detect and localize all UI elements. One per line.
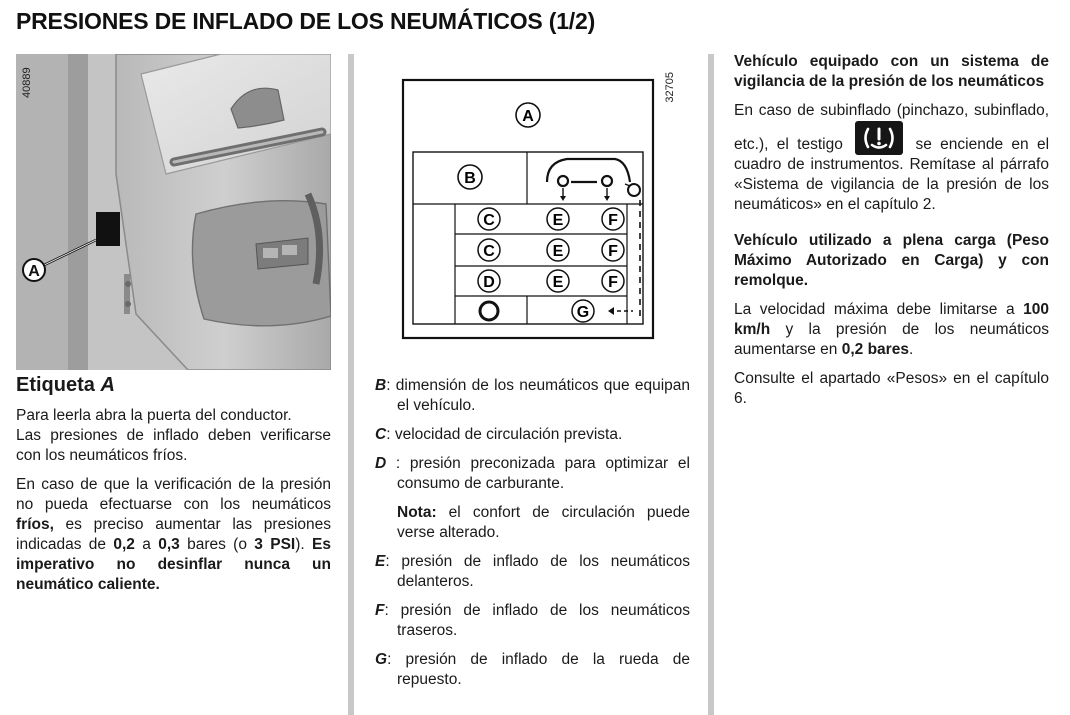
column-divider-1 bbox=[348, 54, 354, 715]
figure-ref-number: 40889 bbox=[21, 67, 33, 98]
col3-paragraph-1: En caso de subinflado (pinchazo, subinflado, etc.), el testigo se enciende en el cuadro de instrumentos. Remítase al párrafo «Sistema de vigilancia de la presión de los neumáticos» en el capítulo 2. bbox=[734, 102, 1050, 213]
label-e-row1: E bbox=[552, 212, 564, 229]
col3-paragraph-2: La velocidad máxima debe limitarse a 100 km/h y la presión de los neumáticos aumentarse en 0,2 bares. bbox=[734, 301, 1049, 358]
heading-prefix: Etiqueta bbox=[16, 374, 101, 396]
legend-item-c: C: velocidad de circulación prevista. bbox=[375, 426, 623, 443]
label-c-row1: C bbox=[483, 212, 495, 229]
label-e-row3: E bbox=[552, 274, 564, 291]
door-label-photo bbox=[16, 54, 331, 370]
label-c-row2: C bbox=[483, 243, 495, 260]
col3-heading-full-load: Vehículo utilizado a plena carga (Peso Máximo Autorizado en Carga) y con remolque. bbox=[734, 232, 1049, 289]
diagram-ref-number: 32705 bbox=[664, 72, 676, 103]
label-e-row2: E bbox=[552, 243, 564, 260]
legend-item-f: F: presión de inflado de los neumáticos traseros. bbox=[375, 602, 690, 639]
col3-paragraph-3: Consulte el apartado «Pesos» en el capítulo 6. bbox=[734, 370, 1049, 407]
label-g: G bbox=[576, 304, 590, 321]
col1-paragraph-1: Para leerla abra la puerta del conductor. bbox=[16, 407, 292, 424]
column-3-text bbox=[734, 52, 1049, 418]
col1-paragraph-2: Las presiones de inflado deben verificarse con los neumáticos fríos. bbox=[16, 427, 331, 464]
column-1-text bbox=[16, 406, 331, 604]
tyre-pressure-warning-icon bbox=[855, 121, 903, 155]
legend-note: Nota: el confort de circulación puede verse alterado. bbox=[397, 504, 690, 541]
legend-item-e: E: presión de inflado de los neumáticos delanteros. bbox=[375, 553, 690, 590]
page-title: PRESIONES DE INFLADO DE LOS NEUMÁTICOS (1/2) bbox=[16, 8, 596, 34]
column-divider-2 bbox=[708, 54, 714, 715]
callout-a-label: A bbox=[28, 263, 40, 280]
label-b: B bbox=[464, 170, 476, 187]
label-f-row3: F bbox=[608, 274, 618, 291]
heading-key: A bbox=[100, 374, 115, 396]
legend-item-g: G: presión de inflado de la rueda de repuesto. bbox=[375, 651, 690, 688]
legend-item-d: D : presión preconizada para optimizar el consumo de carburante. bbox=[375, 455, 690, 492]
col1-paragraph-3: En caso de que la verificación de la presión no pueda efectuarse con los neumáticos fríos, es preciso aumentar las presiones indicadas de 0,2 a 0,3 bares (o 3 PSI). Es imperativo no desinflar nunca un neumático caliente. bbox=[16, 476, 331, 593]
legend-item-b: B: dimensión de los neumáticos que equipan el vehículo. bbox=[375, 377, 690, 414]
label-f-row2: F bbox=[608, 243, 618, 260]
label-d-row3: D bbox=[483, 274, 495, 291]
label-a: A bbox=[522, 108, 534, 125]
column-2-legend bbox=[375, 376, 690, 699]
col3-heading-tpms: Vehículo equipado con un sistema de vigilancia de la presión de los neumáticos bbox=[734, 53, 1049, 90]
spare-wheel-symbol bbox=[480, 302, 498, 320]
tyre-label-diagram bbox=[375, 62, 690, 372]
label-f-row1: F bbox=[608, 212, 618, 229]
section-heading-etiqueta bbox=[16, 374, 115, 397]
